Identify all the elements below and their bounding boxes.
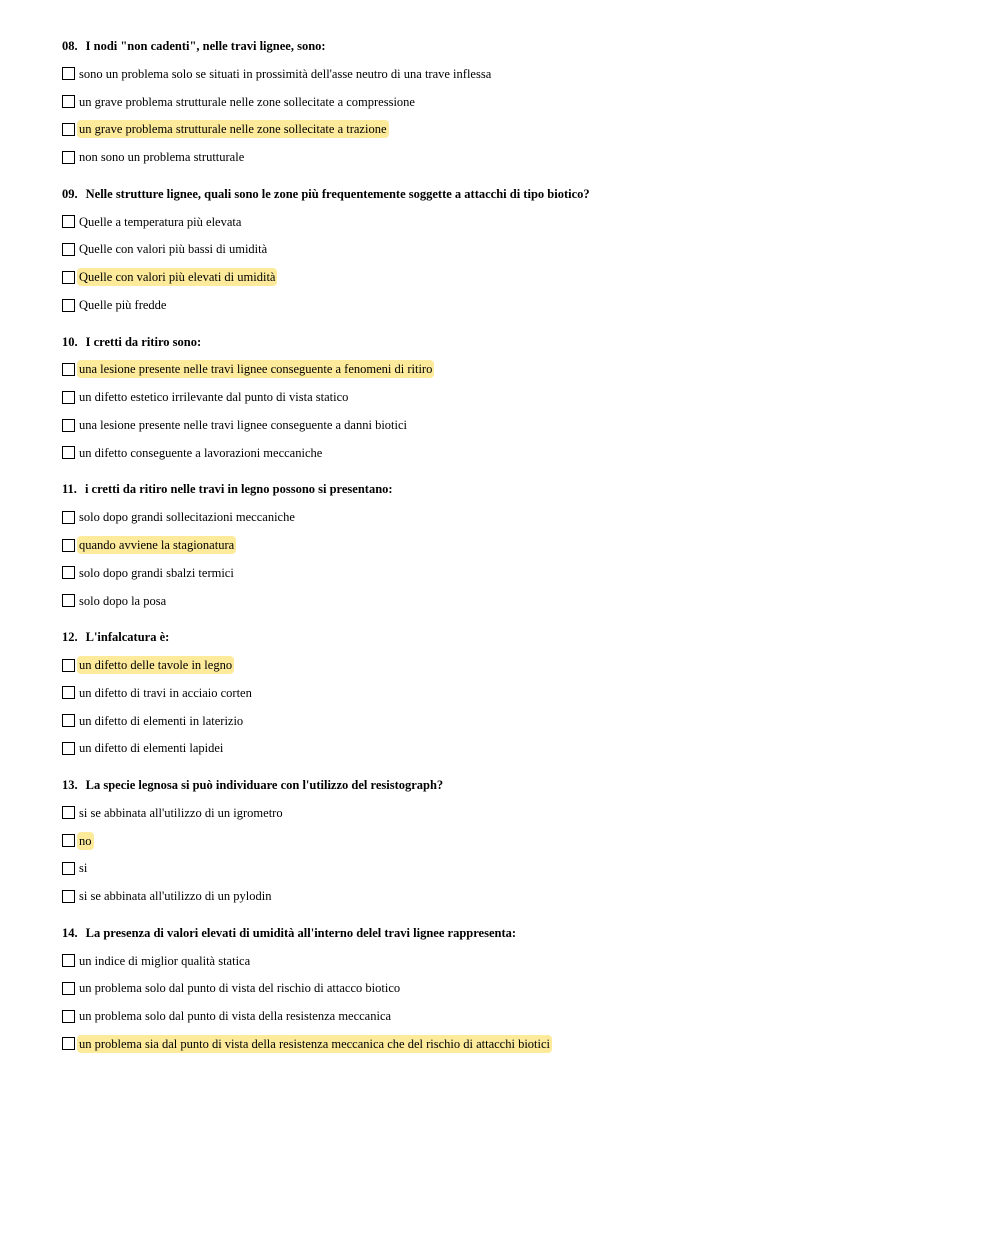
- question-number: 14.: [62, 925, 78, 940]
- question-block: [62, 628, 962, 762]
- question-block: [62, 480, 962, 614]
- answer-label: un difetto di elementi in laterizio: [79, 713, 244, 728]
- question-text: La presenza di valori elevati di umidità all'interno delel travi lignee rappresenta:: [85, 925, 517, 940]
- question-text: I nodi "non cadenti", nelle travi lignee, sono:: [85, 39, 326, 53]
- question-block: [62, 776, 962, 910]
- question-number: 10.: [62, 334, 78, 349]
- answer-label: si: [79, 861, 88, 876]
- answer-checkbox[interactable]: [62, 446, 75, 459]
- question-text: L'infalcatura è:: [85, 630, 170, 645]
- question-text: i cretti da ritiro nelle travi in legno possono si presentano:: [84, 482, 393, 497]
- answer-option[interactable]: [62, 827, 962, 855]
- answer-option[interactable]: [62, 263, 962, 291]
- question-block: [62, 185, 962, 319]
- answer-option[interactable]: [62, 974, 962, 1002]
- answer-label: Quelle più fredde: [79, 298, 167, 313]
- answer-checkbox[interactable]: [62, 243, 75, 256]
- answer-checkbox[interactable]: [62, 215, 75, 228]
- question-number: 09.: [62, 186, 78, 201]
- answer-checkbox[interactable]: [62, 566, 75, 579]
- question-text: La specie legnosa si può individuare con l'utilizzo del resistograph?: [85, 777, 444, 792]
- answer-checkbox[interactable]: [62, 1010, 75, 1023]
- answer-label-highlighted: un problema sia dal punto di vista della resistenza meccanica che del rischio di attacchi biotici: [79, 1036, 551, 1051]
- answer-option[interactable]: [62, 799, 962, 827]
- answer-option[interactable]: [62, 1002, 962, 1030]
- answer-option[interactable]: [62, 439, 962, 467]
- answer-option[interactable]: [62, 356, 962, 384]
- question-text: Nelle strutture lignee, quali sono le zone più frequentemente soggette a attacchi di tipo biotico?: [85, 186, 590, 201]
- answer-option[interactable]: [62, 411, 962, 439]
- answer-label: solo dopo grandi sollecitazioni meccaniche: [79, 510, 295, 525]
- answer-option[interactable]: [62, 587, 962, 615]
- answer-checkbox[interactable]: [62, 95, 75, 108]
- answer-checkbox[interactable]: [62, 151, 75, 164]
- answer-checkbox[interactable]: [62, 890, 75, 903]
- question-number: 13.: [62, 777, 78, 792]
- answer-checkbox[interactable]: [62, 511, 75, 524]
- answer-label-highlighted: un grave problema strutturale nelle zone sollecitate a trazione: [79, 122, 387, 137]
- answer-label-highlighted: quando avviene la stagionatura: [79, 538, 235, 553]
- answer-checkbox[interactable]: [62, 714, 75, 727]
- answer-option[interactable]: [62, 236, 962, 264]
- answer-checkbox[interactable]: [62, 806, 75, 819]
- answer-option[interactable]: [62, 559, 962, 587]
- answer-option[interactable]: [62, 531, 962, 559]
- answer-checkbox[interactable]: [62, 594, 75, 607]
- answer-label-highlighted: no: [79, 833, 92, 848]
- answer-checkbox[interactable]: [62, 982, 75, 995]
- answer-label: un indice di miglior qualità statica: [79, 953, 251, 968]
- question-title: [62, 185, 962, 203]
- answer-checkbox[interactable]: [62, 299, 75, 312]
- answer-label: un grave problema strutturale nelle zone sollecitate a compressione: [79, 94, 415, 109]
- answer-checkbox[interactable]: [62, 67, 75, 80]
- answer-checkbox[interactable]: [62, 363, 75, 376]
- answer-label: solo dopo grandi sbalzi termici: [79, 565, 234, 580]
- question-block: [62, 924, 962, 1058]
- answer-label: un problema solo dal punto di vista del rischio di attacco biotico: [79, 981, 401, 996]
- answer-option[interactable]: [62, 503, 962, 531]
- answer-label: Quelle a temperatura più elevata: [79, 214, 242, 229]
- answer-label: Quelle con valori più bassi di umidità: [79, 242, 268, 257]
- answer-checkbox[interactable]: [62, 539, 75, 552]
- answer-option[interactable]: [62, 1030, 962, 1058]
- answer-option[interactable]: [62, 60, 962, 88]
- answer-checkbox[interactable]: [62, 862, 75, 875]
- question-title: [62, 480, 962, 498]
- answer-checkbox[interactable]: [62, 271, 75, 284]
- answer-option[interactable]: [62, 735, 962, 763]
- answer-checkbox[interactable]: [62, 659, 75, 672]
- answer-option[interactable]: [62, 855, 962, 883]
- answer-checkbox[interactable]: [62, 686, 75, 699]
- answer-option[interactable]: [62, 882, 962, 910]
- question-title: [62, 776, 962, 794]
- answer-label: un difetto di elementi lapidei: [79, 741, 224, 756]
- answer-label-highlighted: una lesione presente nelle travi lignee conseguente a fenomeni di ritiro: [79, 362, 433, 377]
- answer-label: solo dopo la posa: [79, 593, 167, 608]
- question-title: [62, 628, 962, 646]
- answer-option[interactable]: [62, 707, 962, 735]
- answer-option[interactable]: [62, 679, 962, 707]
- answer-option[interactable]: [62, 143, 962, 171]
- quiz-page: [62, 37, 962, 1071]
- question-block: [62, 333, 962, 467]
- answer-label: non sono un problema strutturale: [79, 150, 245, 165]
- answer-checkbox[interactable]: [62, 742, 75, 755]
- answer-option[interactable]: [62, 947, 962, 975]
- answer-option[interactable]: [62, 116, 962, 144]
- answer-label: si se abbinata all'utilizzo di un igrometro: [79, 805, 283, 820]
- answer-label: una lesione presente nelle travi lignee conseguente a danni biotici: [79, 418, 408, 433]
- question-text: I cretti da ritiro sono:: [85, 334, 202, 349]
- answer-label: un problema solo dal punto di vista della resistenza meccanica: [79, 1009, 392, 1024]
- answer-option[interactable]: [62, 88, 962, 116]
- question-number: 08.: [62, 39, 78, 53]
- answer-checkbox[interactable]: [62, 954, 75, 967]
- answer-checkbox[interactable]: [62, 1037, 75, 1050]
- answer-label: un difetto di travi in acciaio corten: [79, 685, 252, 700]
- answer-option[interactable]: [62, 383, 962, 411]
- answer-option[interactable]: [62, 208, 962, 236]
- answer-label: un difetto conseguente a lavorazioni meccaniche: [79, 445, 323, 460]
- answer-label: sono un problema solo se situati in prossimità dell'asse neutro di una trave inflessa: [79, 66, 492, 81]
- question-title: [62, 37, 962, 55]
- question-title: [62, 924, 962, 942]
- answer-label: un difetto estetico irrilevante dal punto di vista statico: [79, 390, 349, 405]
- answer-option[interactable]: [62, 291, 962, 319]
- question-title: [62, 333, 962, 351]
- answer-option[interactable]: [62, 651, 962, 679]
- answer-checkbox[interactable]: [62, 834, 75, 847]
- answer-checkbox[interactable]: [62, 391, 75, 404]
- answer-checkbox[interactable]: [62, 123, 75, 136]
- answer-label-highlighted: Quelle con valori più elevati di umidità: [79, 270, 276, 285]
- answer-checkbox[interactable]: [62, 419, 75, 432]
- answer-label-highlighted: un difetto delle tavole in legno: [79, 658, 233, 673]
- question-number: 12.: [62, 630, 78, 645]
- question-block: [62, 37, 962, 171]
- answer-label: si se abbinata all'utilizzo di un pylodin: [79, 889, 272, 904]
- question-number: 11.: [62, 482, 77, 497]
